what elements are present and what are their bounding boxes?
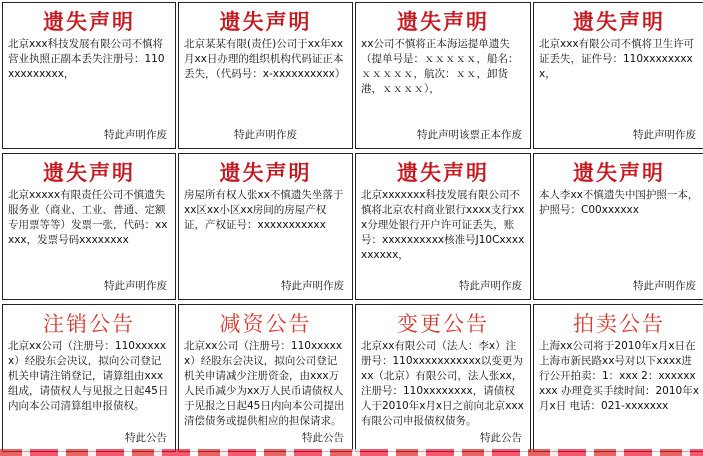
notice-signoff: 特此声明作废 xyxy=(281,280,344,292)
notice-signoff: 特此声明该票正本作废 xyxy=(417,129,522,141)
notice-title: 遗失声明 xyxy=(219,9,312,34)
notice-title: 注销公告 xyxy=(43,312,135,336)
notice-card xyxy=(178,304,353,452)
notice-body: 北京xxx有限公司不慎将卫生许可证丢失，证件号：110xxxxxxxxx， xyxy=(539,38,695,80)
notice-title: 遗失声明 xyxy=(397,9,489,34)
notice-card xyxy=(178,153,353,300)
notice-card xyxy=(355,304,531,452)
notice-signoff: 特此声明作废 xyxy=(633,280,696,292)
notice-signoff: 特此公告 xyxy=(302,432,344,444)
notice-body: 北京xx公司（注册号：110xxxxxx）经股东会决议，拟向公司登记机关申请减少注册资金，由xxx万人民币减少为xx万人民币请债权人于见报之日起45日内向本公司提出清偿债务或提供相应的担保请求。 xyxy=(184,340,345,427)
notice-card xyxy=(2,2,176,149)
notice-title: 遗失声明 xyxy=(43,9,135,34)
notice-title: 遗失声明 xyxy=(43,160,135,185)
notice-title: 拍卖公告 xyxy=(573,312,665,336)
notice-title: 减资公告 xyxy=(219,312,312,336)
notice-body: 房屋所有权人张xx不慎遗失坐落于xx区xx小区xx房间的房屋产权证，产权证号：xxxxxxxxxxx xyxy=(184,189,344,231)
notice-card xyxy=(178,2,353,149)
notice-signoff: 特此声明作废 xyxy=(459,280,522,292)
cropped-text-strip xyxy=(0,449,703,456)
notice-signoff: 特此声明作废 xyxy=(234,129,297,141)
notice-card xyxy=(355,2,531,149)
notice-title: 遗失声明 xyxy=(397,160,489,185)
notice-body: 北京xxxxx有限责任公司不慎遗失服务业（商业、工业、普通、定额专用票等等）发票一张，代码：xxxxx，发票号码xxxxxxxx xyxy=(8,189,168,246)
notice-body: 北京xxxxxxx科技发展有限公司不慎将北京农村商业银行xxxx支行xxx分理处银行开户许可证丢失，账号：xxxxxxxxxx核准号J10Cxxxxxxxxxx， xyxy=(361,189,525,261)
notice-card xyxy=(533,304,703,452)
notice-card xyxy=(2,153,176,300)
notice-card xyxy=(533,2,703,149)
notice-body: 北京xxx科技发展有限公司不慎将营业执照正副本丢失注册号：110xxxxxxxxx， xyxy=(8,38,165,80)
notice-card xyxy=(355,153,531,300)
notice-title: 遗失声明 xyxy=(219,160,312,185)
notice-body: xx公司不慎将正本海运提单遗失（提单号是：ｘｘｘｘｘ，船名：ｘｘｘｘｘ，航次：ｘｘ，卸货港，ｘｘｘｘ）， xyxy=(361,38,519,95)
notice-body: 上海xx公司将于2010年x月x日在上海市新民路xx号对以下xxxx进行公开拍卖：1：xxx 2：xxxxxxxxx 办理竞买手续时间：2010年x月x日 电话：021-xxxxxxx xyxy=(539,340,699,412)
notice-body: 北京某某有限(责任)公司于xx年xx月xx日办理的组织机构代码证正本丢失，（代码号：x-xxxxxxxxxx） xyxy=(184,38,346,80)
notice-title: 变更公告 xyxy=(397,312,489,336)
notice-signoff: 特此声明作废 xyxy=(104,129,167,141)
notice-signoff: 特此公告 xyxy=(480,432,522,444)
notice-title: 遗失声明 xyxy=(573,160,665,185)
notice-signoff: 特此声明作废 xyxy=(104,280,167,292)
notice-body: 北京xx公司（注册号：110xxxxxx）经股东会决议，拟向公司登记机关申请注销登记，请算组由xxx组成，请债权人与见报之日起45日内向本公司清算组申报债权。 xyxy=(8,340,169,412)
notice-card xyxy=(533,153,703,300)
notice-card xyxy=(2,304,176,452)
notice-body: 本人李xx不慎遗失中国护照一本，护照号：C00xxxxxx xyxy=(539,189,699,216)
notice-signoff: 特此声明作废 xyxy=(633,129,696,141)
notice-body: 北京xx有限公司（法人：李x）注册号：110xxxxxxxxxxx以变更为xx（北京）有限公司，法人张xx，注册号：110xxxxxxxx，请债权人于2010年x月x日之前向北京xxx有限公司申报债权债务。 xyxy=(361,340,524,427)
notice-signoff: 特此公告 xyxy=(125,432,167,444)
notice-title: 遗失声明 xyxy=(573,9,665,34)
